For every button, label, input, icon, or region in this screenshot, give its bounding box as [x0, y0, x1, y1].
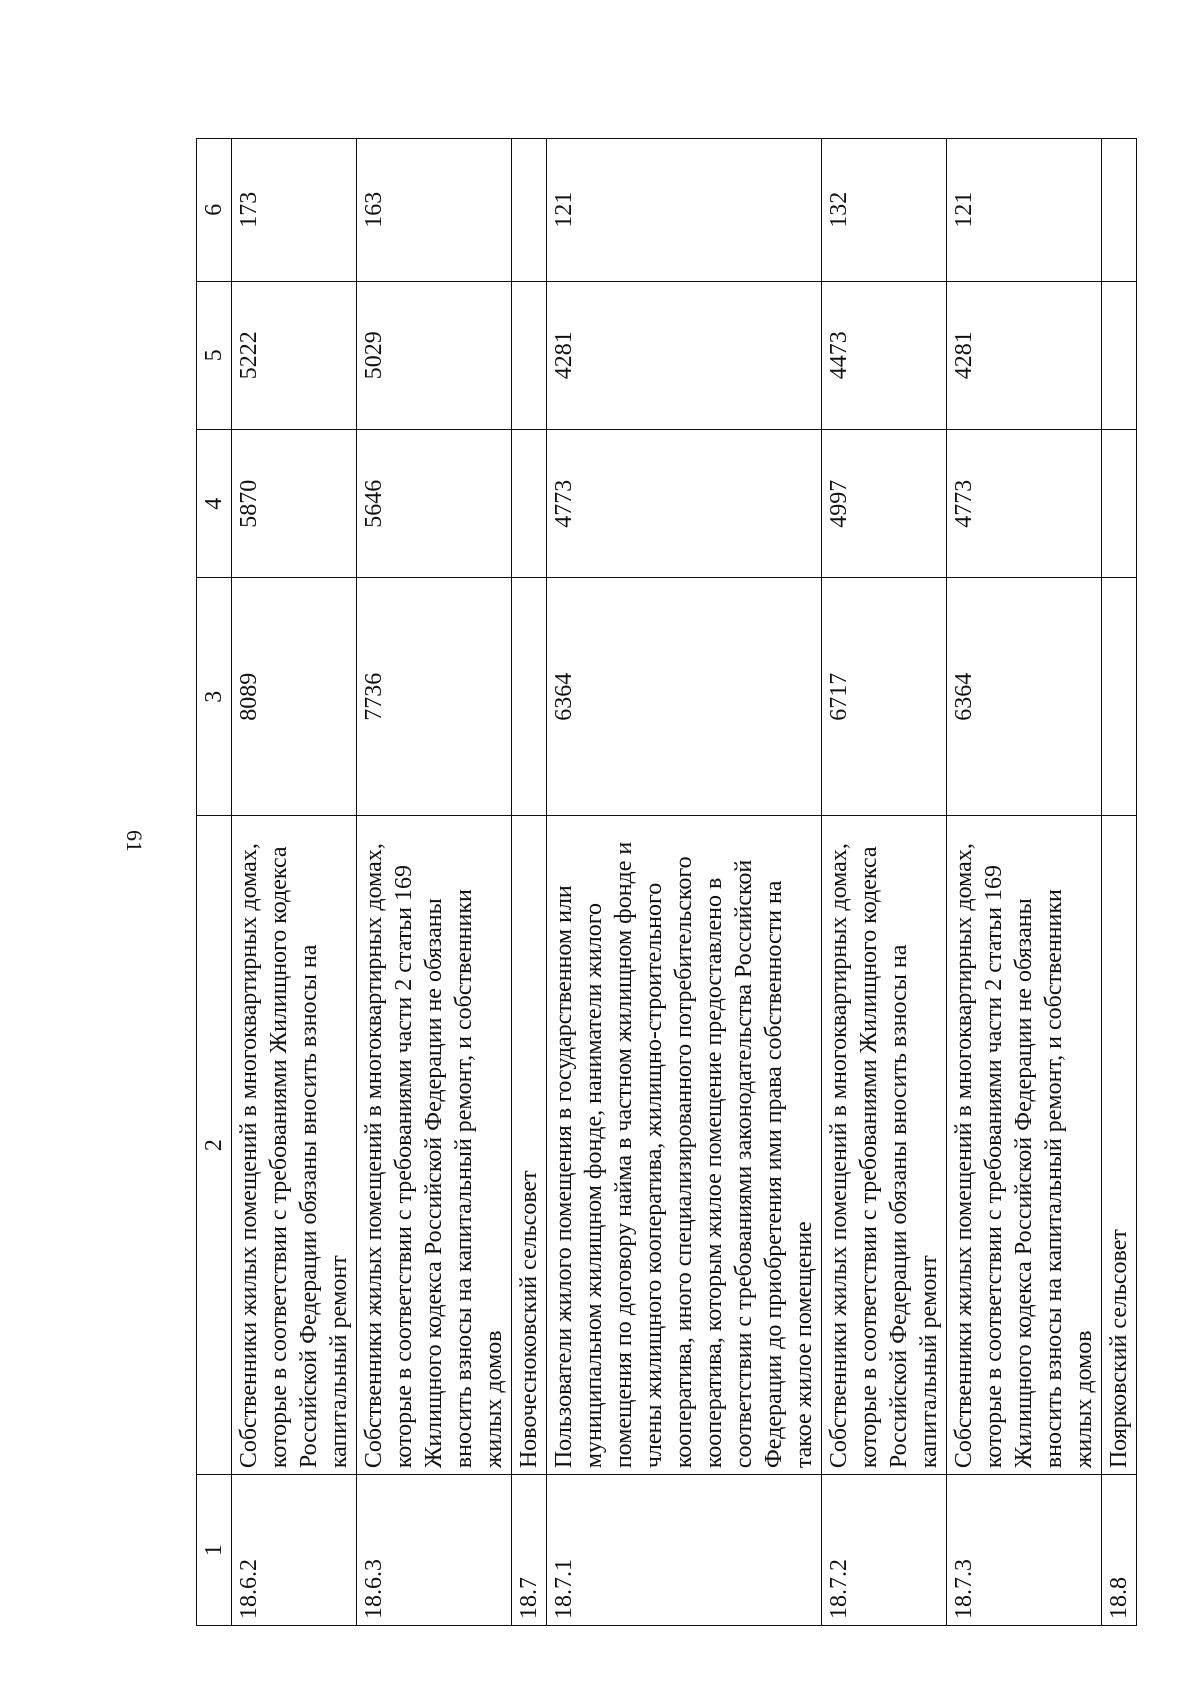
table-row: [357, 139, 512, 1626]
row-value-col3: 8089: [232, 578, 357, 816]
row-value-col5: 5222: [232, 281, 357, 429]
row-value-col4: 4997: [822, 430, 947, 578]
header-cell-6: 6: [197, 139, 232, 282]
row-value-col6: 173: [232, 139, 357, 282]
section-code: 18.7: [512, 1475, 547, 1626]
header-cell-4: 4: [197, 430, 232, 578]
header-cell-2: 2: [197, 816, 232, 1475]
section-row: [1102, 139, 1137, 1626]
row-description: Собственники жилых помещений в многоквартирных домах, которые в соответствии с требованиями части 2 статьи 169 Жилищного кодекса Российской Федерации не обязаны вносить взносы на капитальный ремонт, и собственники жилых домов: [947, 816, 1102, 1475]
row-value-col5: 4281: [947, 281, 1102, 429]
tariff-table: [196, 138, 1137, 1626]
empty-cell: [512, 281, 547, 429]
table-row: [232, 139, 357, 1626]
header-row: [197, 139, 232, 1626]
empty-cell: [1102, 430, 1137, 578]
empty-cell: [1102, 281, 1137, 429]
row-value-col5: 4473: [822, 281, 947, 429]
row-value-col6: 163: [357, 139, 512, 282]
empty-cell: [1102, 578, 1137, 816]
row-code: 18.6.3: [357, 1475, 512, 1626]
row-value-col4: 4773: [947, 430, 1102, 578]
row-description: Собственники жилых помещений в многоквартирных домах, которые в соответствии с требованиями Жилищного кодекса Российской Федерации обязаны вносить взносы на капитальный ремонт: [232, 816, 357, 1475]
row-value-col5: 4281: [547, 281, 822, 429]
row-value-col4: 5646: [357, 430, 512, 578]
header-cell-5: 5: [197, 281, 232, 429]
row-code: 18.6.2: [232, 1475, 357, 1626]
empty-cell: [512, 578, 547, 816]
row-value-col3: 6364: [547, 578, 822, 816]
row-description: Собственники жилых помещений в многоквартирных домах, которые в соответствии с требованиями части 2 статьи 169 Жилищного кодекса Российской Федерации не обязаны вносить взносы на капитальный ремонт, и собственники жилых домов: [357, 816, 512, 1475]
empty-cell: [1102, 139, 1137, 282]
row-value-col5: 5029: [357, 281, 512, 429]
section-title: Поярковский сельсовет: [1102, 816, 1137, 1475]
row-value-col3: 6364: [947, 578, 1102, 816]
table-row: [822, 139, 947, 1626]
row-value-col6: 121: [547, 139, 822, 282]
header-cell-3: 3: [197, 578, 232, 816]
empty-cell: [512, 430, 547, 578]
table-row: [547, 139, 822, 1626]
header-cell-1: 1: [197, 1475, 232, 1626]
table-row: [947, 139, 1102, 1626]
section-title: Новочесноковский сельсовет: [512, 816, 547, 1475]
empty-cell: [512, 139, 547, 282]
row-code: 18.7.2: [822, 1475, 947, 1626]
row-code: 18.7.1: [547, 1475, 822, 1626]
row-code: 18.7.3: [947, 1475, 1102, 1626]
row-value-col4: 5870: [232, 430, 357, 578]
row-value-col3: 7736: [357, 578, 512, 816]
rotated-table-frame: [196, 138, 1132, 1626]
row-description: Пользователи жилого помещения в государственном или муниципальном жилищном фонде, наниматели жилого помещения по договору найма в частном жилищном фонде и члены жилищного кооператива, жилищно-строительного кооператива, иного специализированного потребительского кооператива, которым жилое помещение предоставлено в соответствии с требованиями законодательства Российской Федерации до приобретения ими права собственности на такое жилое помещение: [547, 816, 822, 1475]
table-container: [196, 138, 1132, 1626]
row-description: Собственники жилых помещений в многоквартирных домах, которые в соответствии с требованиями Жилищного кодекса Российской Федерации обязаны вносить взносы на капитальный ремонт: [822, 816, 947, 1475]
row-value-col6: 132: [822, 139, 947, 282]
row-value-col4: 4773: [547, 430, 822, 578]
row-value-col3: 6717: [822, 578, 947, 816]
section-code: 18.8: [1102, 1475, 1137, 1626]
page-number: 61: [122, 830, 147, 852]
section-row: [512, 139, 547, 1626]
row-value-col6: 121: [947, 139, 1102, 282]
